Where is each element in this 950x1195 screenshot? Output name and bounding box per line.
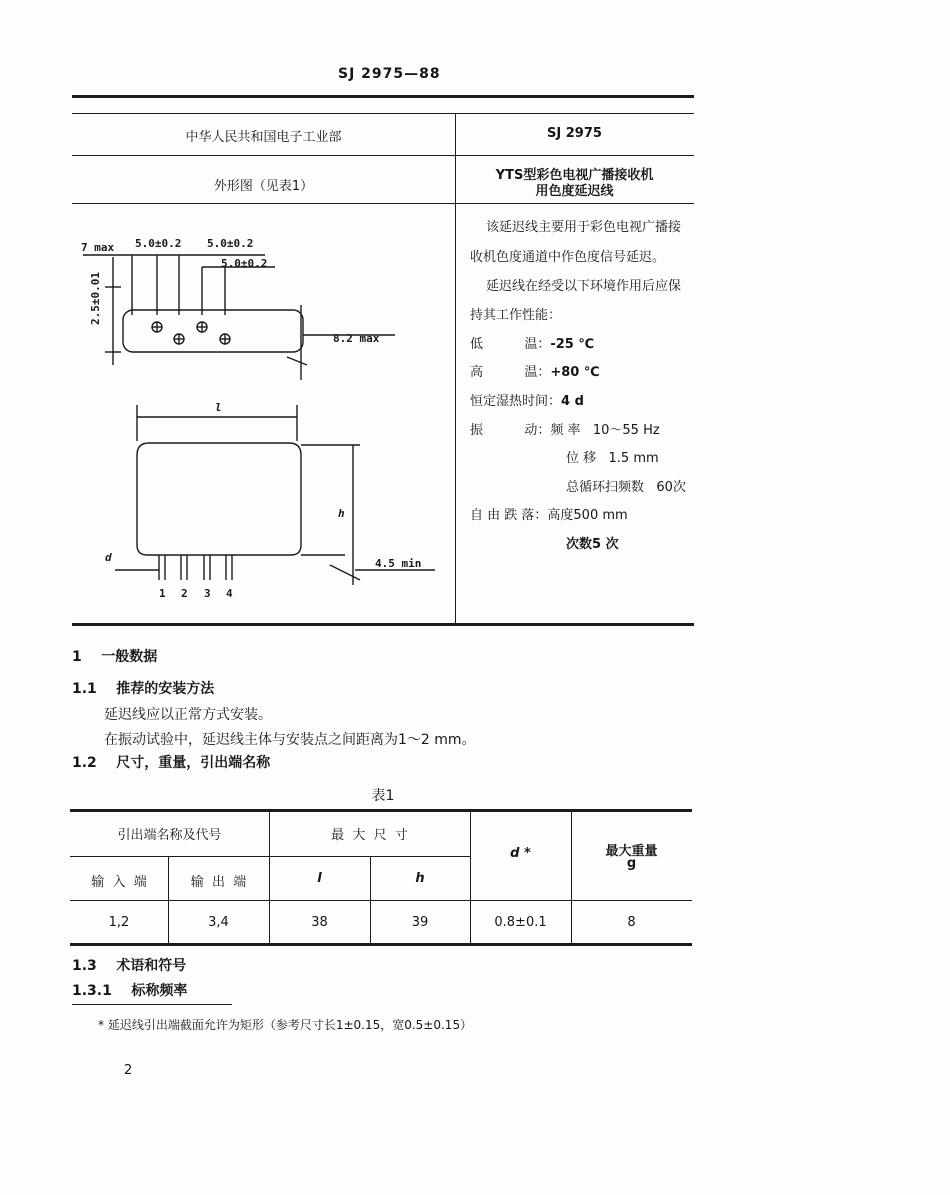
standard-number: SJ 2975 [547,126,602,141]
footnote-rule [72,1004,232,1005]
th-d: d * [510,846,531,861]
pin-label: 4 [226,587,233,600]
table-col-divider [168,856,169,944]
page-number: 2 [124,1063,133,1078]
pin-label: 3 [204,587,211,600]
td-input: 1,2 [108,915,130,930]
outline-drawing [75,205,455,620]
td-l: 38 [311,915,328,930]
dim-vertical: 2.5±0.01 [89,272,102,325]
section-1-1-heading: 1.1 推荐的安装方法 [72,681,215,697]
spec-label: 恒定湿热时间： [470,394,562,409]
spec-vibration [470,419,660,438]
figure-caption: 外形图（见表1） [213,179,314,194]
spec-value: 频 率 10～55 Hz [550,423,660,438]
spec-value: -25 ℃ [550,337,595,352]
footnote: * 延迟线引出端截面允许为矩形（参考尺寸长1±0.15，宽0.5±0.15） [98,1018,473,1032]
th-h: h [415,871,425,886]
header-rule-top [72,95,694,98]
th-weight: 最大重量 [605,844,658,859]
table-header-rule [70,900,692,901]
td-weight: 8 [627,915,636,930]
table-bottom-rule [70,943,692,946]
ministry-name: 中华人民共和国电子工业部 [185,130,342,145]
spec-vib-disp: 位 移 1.5 mm [566,451,659,466]
section-1-heading: 1 一般数据 [72,649,158,665]
pin-label: 1 [159,587,166,600]
spec-drop-count: 次数5 次 [566,537,619,552]
dim-d: d [105,551,112,564]
table-caption: 表1 [371,788,395,804]
table-subheader-rule [70,856,470,857]
side-view-body [137,443,301,555]
td-output: 3,4 [208,915,229,930]
document-code: SJ 2975—88 [338,66,441,82]
spec-value: +80 ℃ [550,365,600,380]
td-d: 0.8±0.1 [494,915,547,930]
spec-drop [470,504,628,523]
section-1-1-para2: 在振动试验中，延迟线主体与安装点之间距离为1～2 mm。 [104,732,476,748]
description-line3: 延迟线在经受以下环境作用后应保 [486,279,682,294]
section-1-1-para1: 延迟线应以正常方式安装。 [104,707,272,723]
td-h: 39 [411,915,429,930]
pin-label: 2 [181,587,188,600]
dim-7max: 7 max [81,241,115,254]
product-title-line2: 用色度延迟线 [535,184,614,199]
description-line2: 收机色度通道中作色度信号延迟。 [470,250,666,265]
description-line4: 持其工作性能： [470,308,562,323]
product-title-line1: YTS型彩色电视广播接收机 [495,168,654,183]
table-col-divider [370,856,371,944]
section-1-3-1-heading: 1.3.1 标称频率 [72,983,188,999]
title-rule-1 [72,155,694,156]
dim-h: h [338,507,345,520]
table-top-rule [70,809,692,812]
th-weight-unit: g [626,856,637,871]
dim-4-5min: 4.5 min [375,557,422,570]
th-l: l [317,871,322,886]
dim-pitch-2: 5.0±0.2 [207,237,254,250]
spec-value: 4 d [561,394,584,409]
dim-8-2max: 8.2 max [333,332,380,345]
th-terminal: 引出端名称及代号 [117,828,222,843]
spec-low-temp [470,333,594,352]
title-block-bottom-rule [72,623,694,626]
top-view-body [123,310,303,352]
th-input: 输 入 端 [91,875,147,890]
dim-l: l [215,401,222,414]
header-rule-bottom [72,113,694,114]
spec-label: 振 动： [470,423,551,438]
section-1-3-heading: 1.3 术语和符号 [72,958,187,974]
spec-damp-heat [470,390,584,409]
dim-pitch-1: 5.0±0.2 [135,237,182,250]
description-line1: 该延迟线主要用于彩色电视广播接 [486,220,682,235]
spec-value: 高度500 mm [547,508,628,523]
th-output: 输 出 端 [190,875,247,890]
section-1-2-heading: 1.2 尺寸，重量，引出端名称 [72,755,271,771]
title-rule-2 [72,203,694,204]
spec-label: 低 温： [470,337,551,352]
spec-vib-cycles: 总循环扫频数 60次 [566,480,686,495]
spec-high-temp [470,361,600,380]
spec-label: 高 温： [470,365,551,380]
th-max-size: 最 大 尺 寸 [331,828,408,843]
dim-pitch-3: 5.0±0.2 [221,257,268,270]
spec-label: 自 由 跌 落： [470,508,548,523]
